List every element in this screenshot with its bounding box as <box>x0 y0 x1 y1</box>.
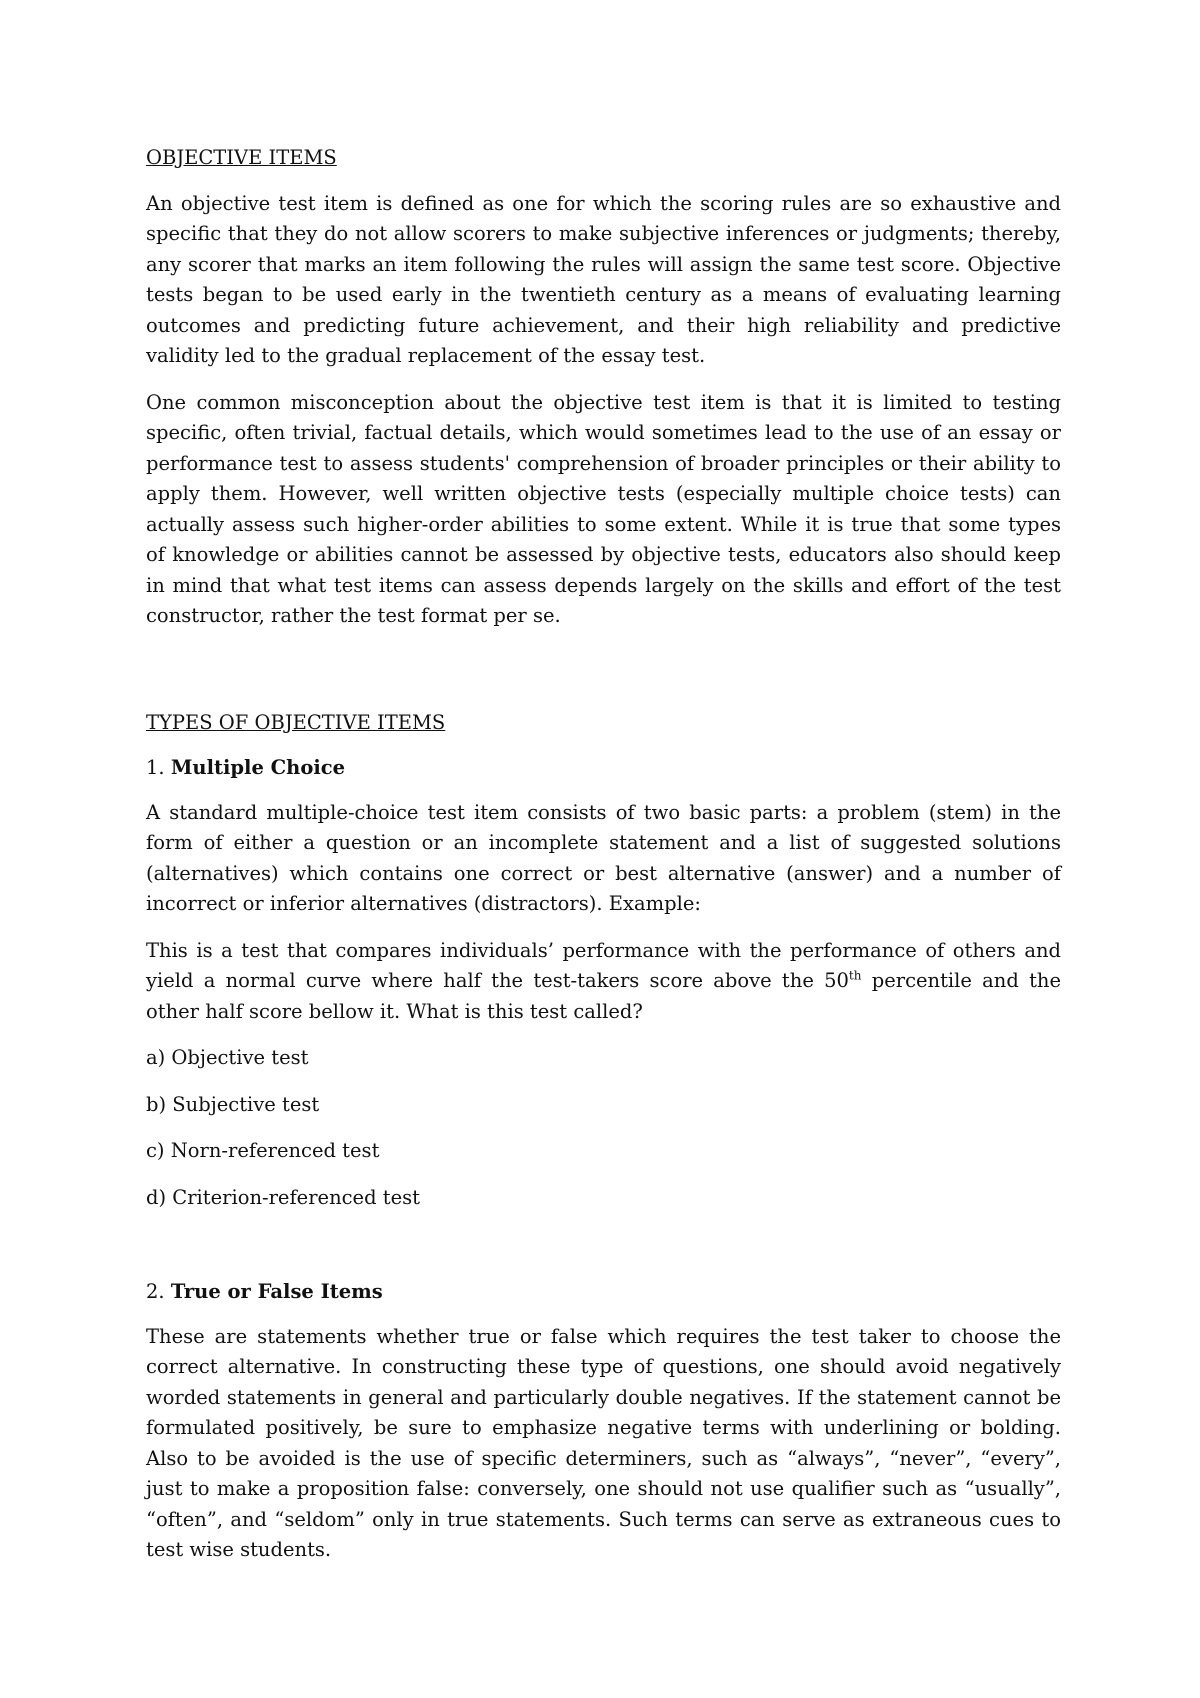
section-heading-objective-items: OBJECTIVE ITEMS <box>146 146 337 169</box>
option-c: c) Norn-referenced test <box>146 1139 380 1162</box>
option-a: a) Objective test <box>146 1046 309 1069</box>
subheading-true-false <box>146 1277 1061 1308</box>
subheading-multiple-choice <box>146 753 1061 784</box>
ordinal-suffix: th <box>848 968 862 983</box>
item-number: 2. <box>146 1280 165 1303</box>
spacer <box>146 648 1061 708</box>
item-number: 1. <box>146 756 165 779</box>
paragraph-true-false: These are statements whether true or false which requires the test taker to choose the correct alternative. In constructing these type of questions, one should avoid negatively worded statements in general and particularly double negatives. If the statement cannot be formulated positively, be sure to emphasize negative terms with underlining or bolding. Also to be avoided is the use of specific determiners, such as “always”, “never”, “every”, just to make a proposition false: conversely, one should not use qualifier such as “usually”, “often”, and “seldom” only in true statements. Such terms can serve as extraneous cues to test wise students. <box>146 1324 1061 1561</box>
item-title: True or False Items <box>170 1280 383 1303</box>
section-heading-types: TYPES OF OBJECTIVE ITEMS <box>146 710 446 734</box>
option-d: d) Criterion-referenced test <box>146 1185 420 1209</box>
example-question <box>146 936 1061 1028</box>
option-b: b) Subjective test <box>146 1092 320 1116</box>
item-title: Multiple Choice <box>170 756 346 779</box>
paragraph-multiple-choice: A standard multiple-choice test item consists of two basic parts: a problem (stem) in the form of either a question or an incomplete statement and a list of suggested solutions (alternatives) which contains one correct or best alternative (answer) and a number of incorrect or inferior alternatives (distractors). Example: <box>146 800 1061 915</box>
question-text-start: This is a test that compares individuals’ performance with the performance of others and yield a normal curve where half the test-takers score above the 50 <box>146 938 1061 992</box>
paragraph-misconception: One common misconception about the objective test item is that it is limited to testing specific, often trivial, factual details, which would sometimes lead to the use of an essay or performance test to assess students' comprehension of broader principles or their ability to apply them. However, well written objective tests (especially multiple choice tests) can actually assess such higher-order abilities to some extent. While it is true that some types of knowledge or abilities cannot be assessed by objective tests, educators also should keep in mind that what test items can assess depends largely on the skills and effort of the test constructor, rather the test format per se. <box>146 390 1061 627</box>
document-page <box>146 143 1061 1582</box>
question-text-end: percentile and the other half score bellow it. What is this test called? <box>146 969 1062 1023</box>
paragraph-definition: An objective test item is defined as one for which the scoring rules are so exhaustive and specific that they do not allow scorers to make subjective inferences or judgments; thereby, any scorer that marks an item following the rules will assign the same test score. Objective tests began to be used early in the twentieth century as a means of evaluating learning outcomes and predicting future achievement, and their high reliability and predictive validity led to the gradual replacement of the essay test. <box>146 191 1061 367</box>
spacer <box>146 1229 1061 1277</box>
